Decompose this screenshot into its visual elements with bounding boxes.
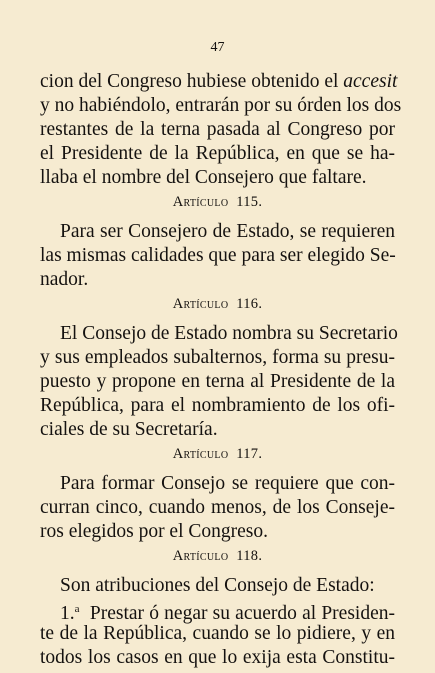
article-heading <box>0 548 435 565</box>
text-line: llaba el nombre del Consejero que faltare. <box>40 167 367 188</box>
article-number: 116. <box>236 296 263 312</box>
text-line: Para formar Consejo se requiere que con- <box>60 473 395 494</box>
text-line: Son atribuciones del Consejo de Estado: <box>60 575 375 596</box>
text-line: Para ser Consejero de Estado, se requieren <box>60 221 395 242</box>
article-heading <box>0 194 435 211</box>
text-line: República, para el nombramiento de los ofi- <box>40 395 395 416</box>
text-run: cion del Congreso hubiese obtenido el <box>40 71 344 92</box>
item-ordinal: a <box>74 603 80 615</box>
text-line <box>40 598 395 625</box>
text-line <box>40 70 398 93</box>
text-line: todos los casos en que lo exija esta Constitu- <box>40 647 395 668</box>
text-line: y sus empleados subalternos, forma su presu- <box>40 347 395 368</box>
text-line: ciales de su Secretaría. <box>40 419 218 440</box>
article-label: Artículo <box>172 194 229 210</box>
italic-word: accesit <box>343 71 398 92</box>
article-number: 115. <box>236 194 263 210</box>
item-number: 1. <box>60 603 75 624</box>
article-heading <box>0 446 435 463</box>
article-label: Artículo <box>172 296 229 312</box>
text-line: y no habiéndolo, entrarán por su órden los dos <box>40 95 402 116</box>
article-label: Artículo <box>172 446 229 462</box>
text-line: las mismas calidades que para ser elegido Se- <box>40 245 396 266</box>
text-line: restantes de la terna pasada al Congreso por <box>40 119 395 140</box>
article-label: Artículo <box>172 548 229 564</box>
text-line: puesto y propone en terna al Presidente de la <box>40 371 395 392</box>
text-line: El Consejo de Estado nombra su Secretario <box>60 323 398 344</box>
text-run: Prestar ó negar su acuerdo al Presiden- <box>89 603 395 624</box>
article-number: 117. <box>236 446 263 462</box>
article-number: 118. <box>236 548 263 564</box>
page-number: 47 <box>210 40 225 55</box>
article-heading <box>0 296 435 313</box>
text-line: curran cinco, cuando menos, de los Conseje- <box>40 497 395 518</box>
text-line: nador. <box>40 269 89 290</box>
text-line: te de la República, cuando se lo pidiere, y en <box>40 623 395 644</box>
text-line: el Presidente de la República, en que se ha- <box>40 143 395 164</box>
text-line: ros elegidos por el Congreso. <box>40 521 269 542</box>
